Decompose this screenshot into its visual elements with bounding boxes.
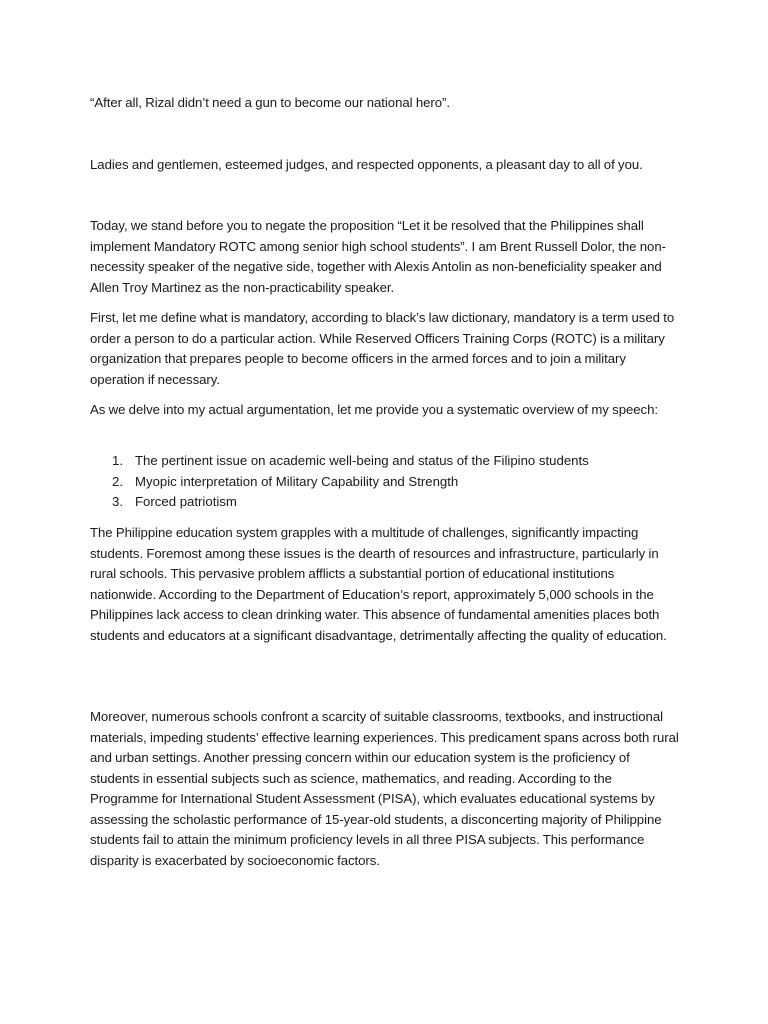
opening-quote: “After all, Rizal didn’t need a gun to become our national hero”. <box>90 95 450 110</box>
greeting-paragraph: Ladies and gentlemen, esteemed judges, and respected opponents, a pleasant day to all of you. <box>90 157 643 172</box>
overview-paragraph: As we delve into my actual argumentation, let me provide you a systematic overview of my speech: <box>90 402 658 417</box>
introduction-paragraph: Today, we stand before you to negate the proposition “Let it be resolved that the Philippines shall implement Mandatory ROTC among senior high school students”. I am Brent Russell Dolor, the non-necessity speaker of the negative side, together with Alexis Antolin as non-beneficiality speaker and Allen Troy Martinez as the non-practicability speaker. <box>90 218 666 295</box>
list-item <box>90 492 682 513</box>
list-item-number: 3. <box>112 494 123 509</box>
definition-paragraph: First, let me define what is mandatory, according to black’s law dictionary, mandatory is a term used to order a person to do a particular action. While Reserved Officers Training Corps (ROTC) is a military organization that prepares people to become officers in the armed forces and to join a military operation if necessary. <box>90 310 675 387</box>
list-item-number: 2. <box>112 473 123 489</box>
document-page <box>90 0 682 1024</box>
speech-outline-list <box>90 451 682 513</box>
education-challenges-paragraph: The Philippine education system grapples with a multitude of challenges, significantly impacting students. Foremost among these issues is the dearth of resources and infrastructure, particularly in rural schools. This pervasive problem afflicts a substantial portion of educational institutions nationwide. According to the Department of Education’s report, approximately 5,000 schools in the Philippines lack access to clean drinking water. This absence of fundamental amenities places both students and educators at a significant disadvantage, detrimentally affecting the quality of education. <box>90 525 667 643</box>
list-item-text: Myopic interpretation of Military Capability and Strength <box>135 473 459 489</box>
list-item-text: The pertinent issue on academic well-being and status of the Filipino students <box>135 453 589 468</box>
list-item-text: Forced patriotism <box>135 494 237 509</box>
list-item <box>90 472 682 493</box>
list-item <box>90 451 682 472</box>
moreover-paragraph: Moreover, numerous schools confront a scarcity of suitable classrooms, textbooks, and instructional materials, impeding students’ effective learning experiences. This predicament spans across both rural and urban settings. Another pressing concern within our education system is the proficiency of students in essential subjects such as science, mathematics, and reading. According to the Programme for International Student Assessment (PISA), which evaluates educational systems by assessing the scholastic performance of 15-year-old students, a disconcerting majority of Philippine students fail to attain the minimum proficiency levels in all three PISA subjects. This performance disparity is exacerbated by socioeconomic factors. <box>90 709 679 868</box>
list-item-number: 1. <box>112 453 123 468</box>
